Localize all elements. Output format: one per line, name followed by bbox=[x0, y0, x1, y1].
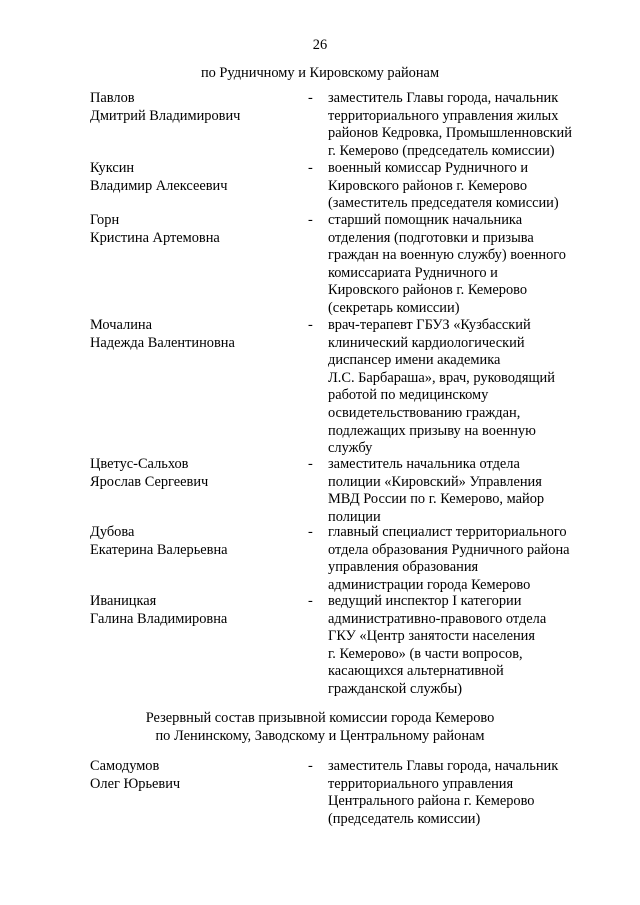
member-name bbox=[90, 593, 300, 628]
role-line: касающихся альтернативной bbox=[328, 663, 504, 680]
role-line: заместитель Главы города, начальник bbox=[328, 758, 559, 774]
page-number: 26 bbox=[312, 37, 328, 53]
member-role bbox=[328, 160, 598, 213]
member-given-name: Кристина Артемовна bbox=[90, 229, 220, 246]
member-name bbox=[90, 160, 300, 195]
separator-dash: - bbox=[308, 593, 313, 609]
member-surname: Куксин bbox=[90, 160, 135, 176]
role-line: территориального управления жилых bbox=[328, 107, 559, 124]
role-line: отдела образования Рудничного района bbox=[328, 541, 570, 558]
member-role bbox=[328, 456, 598, 526]
role-line: комиссариата Рудничного и bbox=[328, 264, 498, 281]
member-role bbox=[328, 524, 598, 594]
member-role bbox=[328, 758, 598, 828]
member-given-name: Дмитрий Владимирович bbox=[90, 107, 241, 124]
separator-dash: - bbox=[308, 758, 313, 774]
member-role bbox=[328, 593, 598, 699]
member-surname: Мочалина bbox=[90, 317, 152, 333]
member-name bbox=[90, 524, 300, 559]
member-name bbox=[90, 758, 300, 793]
role-line: старший помощник начальника bbox=[328, 212, 523, 228]
member-given-name: Олег Юрьевич bbox=[90, 775, 181, 792]
role-line: территориального управления bbox=[328, 775, 514, 792]
member-surname: Дубова bbox=[90, 524, 135, 540]
member-surname: Цветус-Сальхов bbox=[90, 456, 189, 472]
member-surname: Иваницкая bbox=[90, 593, 157, 609]
member-name bbox=[90, 456, 300, 491]
member-name bbox=[90, 212, 300, 247]
role-line: полиции «Кировский» Управления bbox=[328, 473, 542, 490]
role-line: (заместитель председателя комиссии) bbox=[328, 195, 559, 212]
member-given-name: Ярослав Сергеевич bbox=[90, 473, 209, 490]
role-line: МВД России по г. Кемерово, майор bbox=[328, 491, 545, 508]
member-surname: Самодумов bbox=[90, 758, 160, 774]
member-given-name: Галина Владимировна bbox=[90, 610, 228, 627]
member-surname: Павлов bbox=[90, 90, 135, 106]
separator-dash: - bbox=[308, 456, 313, 472]
role-line: Кировского районов г. Кемерово bbox=[328, 282, 528, 299]
member-role bbox=[328, 317, 598, 458]
role-line: подлежащих призыву на военную bbox=[328, 422, 536, 439]
role-line: военный комиссар Рудничного и bbox=[328, 160, 529, 176]
role-line: заместитель Главы города, начальник bbox=[328, 90, 559, 106]
role-line: ведущий инспектор I категории bbox=[328, 593, 522, 609]
member-given-name: Екатерина Валерьевна bbox=[90, 541, 228, 558]
role-line: полиции bbox=[328, 508, 381, 525]
role-line: Л.С. Барбараша», врач, руководящий bbox=[328, 369, 555, 386]
role-line: работой по медицинскому bbox=[328, 387, 489, 404]
role-line: районов Кедровка, Промышленновский bbox=[328, 125, 572, 142]
role-line: диспансер имени академика bbox=[328, 352, 501, 369]
separator-dash: - bbox=[308, 317, 313, 333]
role-line: г. Кемерово (председатель комиссии) bbox=[328, 142, 555, 159]
member-role bbox=[328, 90, 598, 160]
section-heading: по Рудничному и Кировскому районам bbox=[200, 65, 440, 81]
role-line: ГКУ «Центр занятости населения bbox=[328, 628, 535, 645]
member-role bbox=[328, 212, 598, 318]
separator-dash: - bbox=[308, 90, 313, 106]
role-line: врач-терапевт ГБУЗ «Кузбасский bbox=[328, 317, 531, 333]
role-line: освидетельствованию граждан, bbox=[328, 404, 521, 421]
role-line: административно-правового отдела bbox=[328, 610, 547, 627]
role-line: (председатель комиссии) bbox=[328, 810, 481, 827]
section-heading: Резервный состав призывной комиссии города Кемерово bbox=[145, 710, 495, 726]
role-line: граждан на военную службу) военного bbox=[328, 247, 566, 264]
separator-dash: - bbox=[308, 524, 313, 540]
separator-dash: - bbox=[308, 160, 313, 176]
role-line: Центрального района г. Кемерово bbox=[328, 793, 535, 810]
role-line: отделения (подготовки и призыва bbox=[328, 229, 534, 246]
section-heading: по Ленинскому, Заводскому и Центральному районам bbox=[155, 728, 485, 744]
role-line: заместитель начальника отдела bbox=[328, 456, 520, 472]
role-line: клинический кардиологический bbox=[328, 334, 525, 351]
role-line: г. Кемерово» (в части вопросов, bbox=[328, 645, 523, 662]
member-given-name: Надежда Валентиновна bbox=[90, 334, 235, 351]
role-line: службу bbox=[328, 440, 373, 457]
member-name bbox=[90, 317, 300, 352]
member-name bbox=[90, 90, 300, 125]
role-line: гражданской службы) bbox=[328, 680, 463, 697]
separator-dash: - bbox=[308, 212, 313, 228]
member-surname: Горн bbox=[90, 212, 120, 228]
role-line: Кировского районов г. Кемерово bbox=[328, 177, 528, 194]
role-line: управления образования bbox=[328, 559, 479, 576]
role-line: главный специалист территориального bbox=[328, 524, 567, 540]
role-line: (секретарь комиссии) bbox=[328, 299, 460, 316]
role-line: администрации города Кемерово bbox=[328, 576, 531, 593]
member-given-name: Владимир Алексеевич bbox=[90, 177, 228, 194]
